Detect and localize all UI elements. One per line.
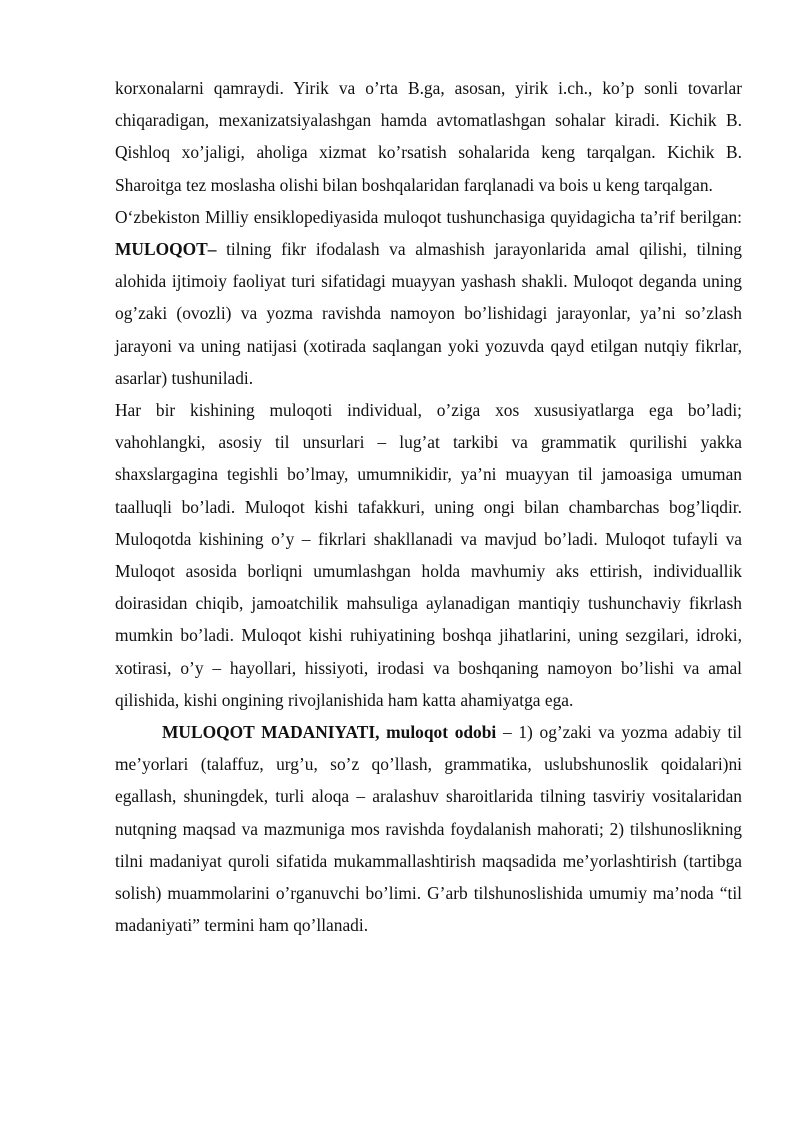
paragraph-muloqot-individual: Har bir kishining muloqoti individual, o’ziga xos xususiyatlarga ega bo’ladi; vahohlangki, asosiy til unsurlari – lug’at tarkibi va grammatik qurilishi yakka shaxslargagina tegishli bo’lmay, umumnikidir, ya’ni muayyan til jamoasiga umuman taalluqli bo’ladi. Muloqot kishi tafakkuri, uning ongi bilan chambarchas bog’liqdir. Muloqotda kishining o’y – fikrlari shakllanadi va mavjud bo’ladi. Muloqot tufayli va Muloqot asosida borliqni umumlashgan holda mavhumiy aks ettirish, individuallik doirasidan chiqib, jamoatchilik mahsuliga aylanadigan mantiqiy tushunchaviy fikrlash mumkin bo’ladi. Muloqot kishi ruhiyatining boshqa jihatlarini, uning sezgilari, idroki, xotirasi, o’y – hayollari, hissiyoti, irodasi va boshqaning namoyon bo’lishi va amal qilishida, kishi ongining rivojlanishida ham katta ahamiyatga ega. — [115, 400, 742, 710]
definition-body: tilning fikr ifodalash va almashish jarayonlarida amal qilishi, tilning alohida ijtimoiy faoliyat turi sifatidagi muayyan yashash shakli. Muloqot deganda uning og’zaki (ovozli) va yozma ravishda namoyon bo’lishidagi jarayonlar, ya’ni so’zlash jarayoni va uning natijasi (xotirada saqlangan yoki yozuvda qayd etilgan nutqiy fikrlar, asarlar) tushuniladi. — [115, 239, 742, 388]
term-muloqot-madaniyati: MULOQOT MADANIYATI, muloqot odobi — [162, 722, 497, 743]
paragraph-muloqot-definition — [115, 201, 742, 394]
paragraph-business-scope: korxonalarni qamraydi. Yirik va o’rta B.ga, asosan, yirik i.ch., ko’p sonli tovarlar chiqaradigan, mexanizatsiyalashgan hamda avtomatlashgan sohalar kiradi. Kichik B. Qishloq xo’jaligi, aholiga xizmat ko’rsatish sohalarida keng tarqalgan. Kichik B. Sharoitga tez moslasha olishi bilan boshqalaridan farqlanadi va bois u keng tarqalgan. — [115, 78, 742, 195]
term-muloqot: MULOQOT– — [115, 239, 217, 260]
document-page — [115, 72, 742, 941]
madaniyati-body: – 1) og’zaki va yozma adabiy til me’yorlari (talaffuz, urg’u, so’z qo’llash, grammatika, uslubshunoslik qoidalari)ni egallash, shuningdek, turli aloqa – aralashuv sharoitlarida tilning tasviriy vositalaridan nutqning maqsad va mazmuniga mos ravishda foydalanish mahorati; 2) tilshunoslikning tilni madaniyat quroli sifatida mukammallashtirish maqsadida me’yorlashtirish (tartibga solish) muammolarini o’rganuvchi bo’limi. G’arb tilshunoslishida umumiy ma’noda “til madaniyati” termini ham qo’llanadi. — [115, 722, 742, 936]
definition-intro: O‘zbekiston Milliy ensiklopediyasida muloqot tushunchasiga quyidagicha ta’rif berilgan: — [115, 206, 742, 227]
paragraph-muloqot-madaniyati — [115, 716, 742, 941]
